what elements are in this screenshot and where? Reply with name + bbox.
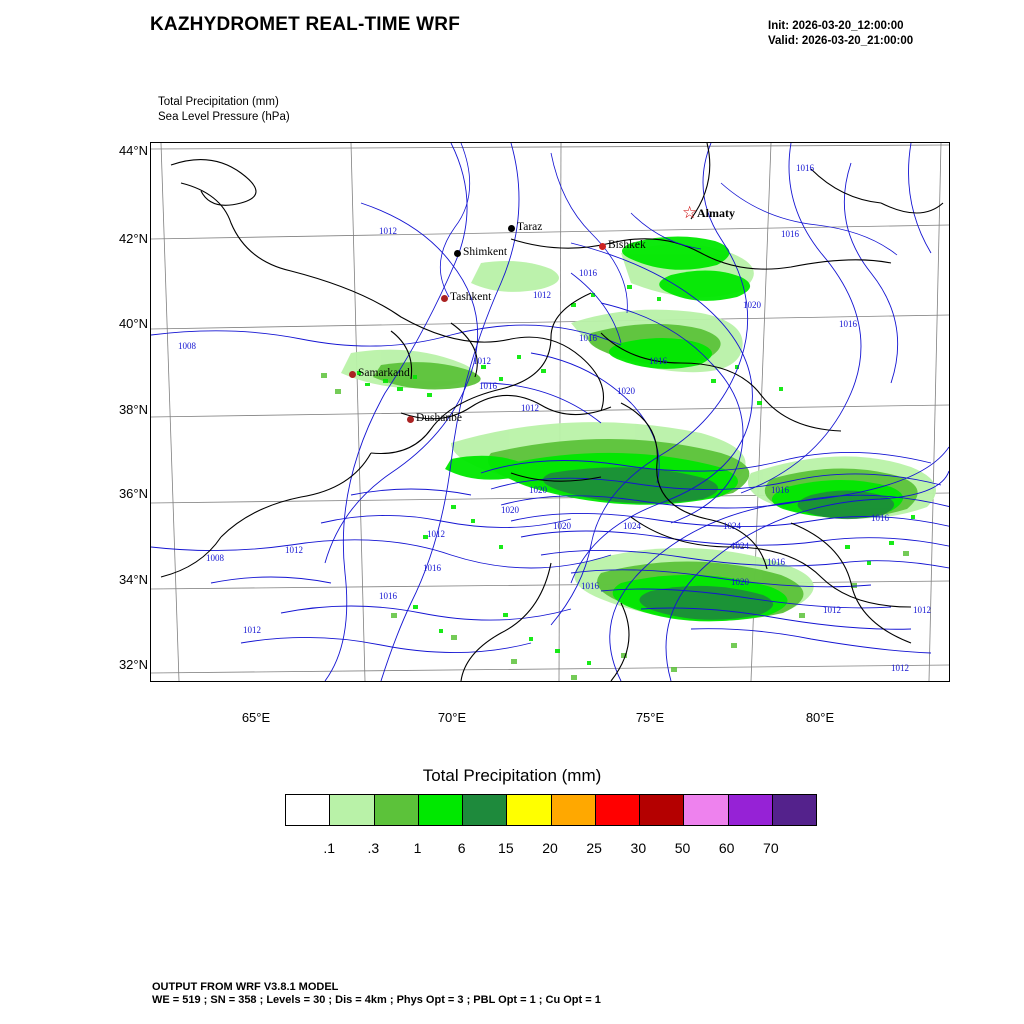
model-output-line: OUTPUT FROM WRF V3.8.1 MODEL bbox=[152, 981, 339, 993]
colorbar-swatch-1 bbox=[330, 795, 374, 825]
valid-time-label: Valid: 2026-03-20_21:00:00 bbox=[768, 35, 914, 47]
isobar-label: 1016 bbox=[771, 485, 789, 495]
isobar-label: 1016 bbox=[767, 557, 785, 567]
lon-label-65E: 65°E bbox=[241, 710, 271, 725]
isobar-label: 1016 bbox=[839, 319, 857, 329]
isobar-label: 1016 bbox=[581, 581, 599, 591]
city-label: Taraz bbox=[517, 221, 543, 233]
colorbar-swatch-9 bbox=[684, 795, 728, 825]
dot-icon bbox=[349, 371, 356, 378]
city-label: Dushanbe bbox=[416, 412, 462, 424]
colorbar-tick-60: 60 bbox=[718, 840, 735, 856]
city-label: Tashkent bbox=[450, 291, 492, 303]
colorbar-tick-70: 70 bbox=[763, 840, 779, 856]
isobar-label: 1016 bbox=[781, 229, 799, 239]
isobar-label: 1008 bbox=[178, 341, 196, 351]
lat-label-34N: 34°N bbox=[118, 572, 148, 587]
lat-label-38N: 38°N bbox=[118, 402, 148, 417]
dot-icon bbox=[454, 250, 461, 257]
isobars bbox=[151, 143, 949, 681]
lat-label-32N: 32°N bbox=[118, 657, 148, 672]
isobar-label: 1020 bbox=[501, 505, 519, 515]
isobar-label: 1020 bbox=[529, 485, 547, 495]
city-label: Almaty bbox=[697, 206, 735, 220]
isobar-label: 1024 bbox=[731, 541, 749, 551]
weather-map[interactable] bbox=[150, 142, 950, 682]
field-label-precipitation: Total Precipitation (mm) bbox=[158, 96, 279, 108]
colorbar-swatch-0 bbox=[286, 795, 330, 825]
isobar-label: 1008 bbox=[206, 553, 224, 563]
star-icon: ☆ bbox=[682, 203, 698, 222]
isobar-label: 1012 bbox=[521, 403, 539, 413]
colorbar-tick-.3: .3 bbox=[367, 840, 380, 856]
colorbar-swatch-6 bbox=[552, 795, 596, 825]
colorbar-swatch-3 bbox=[419, 795, 463, 825]
colorbar-swatch-11 bbox=[773, 795, 816, 825]
colorbar-tick-6: 6 bbox=[457, 840, 466, 856]
isobar-label: 1016 bbox=[579, 333, 597, 343]
colorbar-tick-.1: .1 bbox=[323, 840, 335, 856]
city-label: Bishkek bbox=[608, 239, 646, 251]
isobar-label: 1020 bbox=[743, 300, 761, 310]
colorbar-tick-25: 25 bbox=[586, 840, 602, 856]
isobar-label: 1016 bbox=[423, 563, 441, 573]
dot-icon bbox=[441, 295, 448, 302]
lon-label-70E: 70°E bbox=[437, 710, 467, 725]
isobar-label: 1012 bbox=[427, 529, 445, 539]
isobar-label: 1024 bbox=[623, 521, 641, 531]
lat-label-36N: 36°N bbox=[118, 486, 148, 501]
isobar-label: 1012 bbox=[533, 290, 551, 300]
isobar-label: 1020 bbox=[553, 521, 571, 531]
colorbar-tick-15: 15 bbox=[498, 840, 514, 856]
isobar-label: 1016 bbox=[579, 268, 597, 278]
colorbar-swatch-2 bbox=[375, 795, 419, 825]
map-canvas bbox=[151, 143, 949, 681]
colorbar-ticks bbox=[285, 840, 817, 860]
model-config-line: WE = 519 ; SN = 358 ; Levels = 30 ; Dis = 4km ; Phys Opt = 3 ; PBL Opt = 1 ; Cu Opt = 1 bbox=[152, 994, 601, 1006]
colorbar-tick-1: 1 bbox=[413, 840, 422, 856]
colorbar-tick-20: 20 bbox=[542, 840, 558, 856]
lat-label-40N: 40°N bbox=[118, 316, 148, 331]
isobar-label: 1016 bbox=[379, 591, 397, 601]
lon-label-80E: 80°E bbox=[805, 710, 835, 725]
colorbar-title: Total Precipitation (mm) bbox=[422, 766, 602, 785]
lon-label-75E: 75°E bbox=[635, 710, 665, 725]
isobar-label: 1016 bbox=[796, 163, 814, 173]
colorbar-swatch-7 bbox=[596, 795, 640, 825]
precip-shading bbox=[321, 236, 936, 680]
page-title: KAZHYDROMET REAL-TIME WRF bbox=[150, 14, 461, 35]
isobar-label: 1020 bbox=[731, 577, 749, 587]
colorbar bbox=[285, 794, 817, 826]
colorbar-swatch-5 bbox=[507, 795, 551, 825]
isobar-label: 1016 bbox=[479, 381, 497, 391]
isobar-label: 1016 bbox=[871, 513, 889, 523]
colorbar-swatch-8 bbox=[640, 795, 684, 825]
lat-label-42N: 42°N bbox=[118, 231, 148, 246]
init-time-label: Init: 2026-03-20_12:00:00 bbox=[768, 20, 904, 32]
colorbar-tick-50: 50 bbox=[674, 840, 691, 856]
isobar-label: 1020 bbox=[617, 386, 635, 396]
isobar-label: 1012 bbox=[891, 663, 909, 673]
graticule bbox=[151, 143, 949, 681]
dot-icon bbox=[599, 243, 606, 250]
colorbar-tick-30: 30 bbox=[630, 840, 647, 856]
lat-label-44N: 44°N bbox=[118, 143, 148, 158]
isobar-label: 1024 bbox=[723, 521, 741, 531]
city-label: Shimkent bbox=[463, 246, 508, 258]
isobar-label: 1012 bbox=[823, 605, 841, 615]
isobar-label: 1012 bbox=[285, 545, 303, 555]
isobar-label: 1012 bbox=[913, 605, 931, 615]
isobar-label: 1012 bbox=[379, 226, 397, 236]
colorbar-swatch-4 bbox=[463, 795, 507, 825]
city-label: Samarkand bbox=[358, 367, 410, 379]
isobar-label: 1012 bbox=[473, 356, 491, 366]
isobar-label: 1012 bbox=[243, 625, 261, 635]
field-label-pressure: Sea Level Pressure (hPa) bbox=[158, 111, 290, 123]
isobar-label: 1016 bbox=[649, 356, 667, 366]
country-borders bbox=[161, 143, 943, 681]
colorbar-swatch-10 bbox=[729, 795, 773, 825]
dot-icon bbox=[407, 416, 414, 423]
dot-icon bbox=[508, 225, 515, 232]
